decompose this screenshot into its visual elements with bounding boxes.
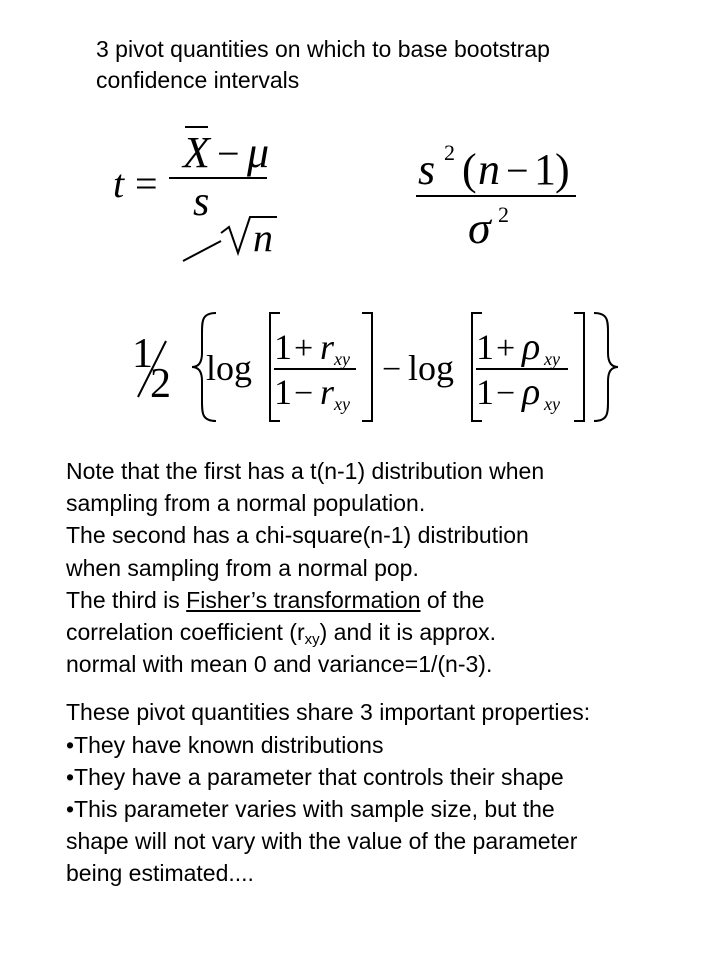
r-symbol-2: r [320,372,335,412]
note-line [66,616,706,648]
chi-square-equation [410,140,585,260]
sigma-symbol: σ [468,202,491,253]
equals-sign: = [135,161,158,206]
note-text: of the [420,586,485,613]
close-paren: ) [555,145,570,194]
note-text: The third is [66,586,187,613]
bullet-item: •This parameter varies with sample size, but the [66,796,555,823]
half-numerator: 1 [132,331,153,377]
paragraph-gap [66,680,706,696]
note-text: correlation coefficient (r [66,619,305,646]
bullet-item: •They have known distributions [66,731,384,758]
x-bar-symbol: X [183,128,210,177]
n-symbol: n [478,145,500,194]
bracket-2-right [574,313,584,421]
s-symbol: s [193,179,210,225]
num-one-1: 1 [274,327,292,367]
bracket-1-right [362,313,372,421]
minus-sign: − [506,148,529,193]
title-line-1: 3 pivot quantities on which to base bootstrap [96,36,550,62]
t-statistic-equation [105,115,285,265]
middle-minus: − [382,351,402,388]
plus-sign-2: + [496,330,516,367]
fisher-transformation-equation [120,305,620,430]
mu-symbol: μ [247,128,270,177]
minus-sign-1: − [294,375,314,412]
r-symbol-1: r [320,327,335,367]
t-symbol: t [113,161,125,206]
plus-sign-1: + [294,330,314,367]
log-1: log [206,348,253,388]
log-2: log [408,348,455,388]
rxy-subscript: xy [304,631,320,649]
minus-sign: − [217,131,240,176]
rho-symbol-2: ρ [522,371,541,413]
notes-text [66,455,706,890]
r-subscript-1: xy [334,349,350,369]
slash [183,241,221,261]
one-digit: 1 [534,145,556,194]
rho-symbol-1: ρ [522,326,541,368]
minus-sign-2: − [496,375,516,412]
den-one-2: 1 [476,372,494,412]
open-paren: ( [462,145,477,194]
note-line: sampling from a normal population. [66,490,426,517]
s-symbol: s [418,145,436,194]
note-line: These pivot quantities share 3 important properties: [66,699,591,726]
rho-subscript-2: xy [544,394,560,414]
rho-subscript-1: xy [544,349,560,369]
num-one-2: 1 [476,327,494,367]
half-denominator: 2 [150,361,171,407]
r-subscript-2: xy [334,394,350,414]
n-symbol: n [253,215,273,260]
note-text: ) and it is approx. [319,619,497,646]
bullet-continuation: shape will not vary with the value of the parameter [66,828,578,855]
s-exponent: 2 [444,140,455,165]
note-line: Note that the first has a t(n-1) distribution when [66,458,545,484]
note-line: The second has a chi-square(n-1) distribution [66,522,529,549]
fisher-transformation-link[interactable]: Fisher’s transformation [186,586,421,613]
title-line-2: confidence intervals [96,67,300,93]
note-line [66,584,706,616]
note-line: normal with mean 0 and variance=1/(n-3). [66,651,493,678]
bullet-continuation: being estimated.... [66,860,254,887]
bullet-item: •They have a parameter that controls their shape [66,763,564,790]
slide-title [96,34,550,96]
sigma-exponent: 2 [498,202,509,227]
note-line: when sampling from a normal pop. [66,554,419,581]
right-brace [594,313,618,421]
den-one-1: 1 [274,372,292,412]
